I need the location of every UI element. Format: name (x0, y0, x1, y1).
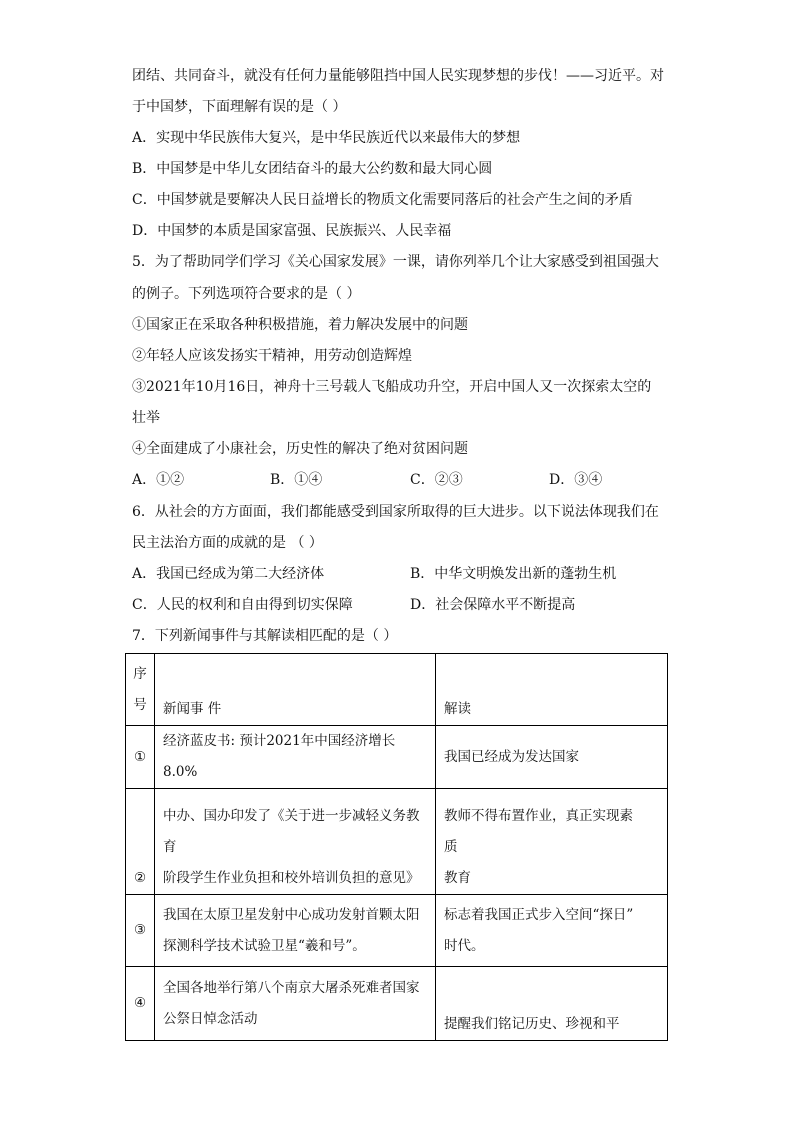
q5-choice-c: C．②③ (410, 472, 463, 488)
row4-reading-line1 (444, 978, 661, 1009)
row2-reading-line2: 质 (444, 839, 458, 855)
row3-reading-line2: 时代。 (444, 937, 485, 954)
q6-stem-line1: 6．从社会的方方面面，我们都能感受到国家所取得的巨大进步。以下说法体现我们在 (132, 504, 659, 520)
row3-event-line1: 我国在太原卫星发射中心成功发射首颗太阳 (163, 906, 420, 923)
q6-option-b: B．中华文明焕发出新的蓬勃生机 (410, 566, 617, 582)
row2-reading (436, 789, 668, 895)
row3-reading (436, 895, 668, 967)
row4-reading (436, 967, 668, 1041)
table-row (126, 789, 668, 895)
q5-item-2: ②年轻人应该发扬实干精神，用劳动创造辉煌 (132, 348, 412, 364)
q6-option-c: C．人民的权利和自由得到切实保障 (132, 597, 353, 613)
header-num-line2: 号 (133, 696, 147, 713)
q5-item-3-cont: 壮举 (132, 410, 160, 426)
row1-event-line1: 经济蓝皮书: 预计2021年中国经济增长8.0% (163, 733, 396, 780)
q6-stem-line2: 民主法治方面的成就的是 （ ） (132, 535, 323, 551)
q5-item-1: ①国家正在采取各种积极措施，着力解决发展中的问题 (132, 317, 468, 333)
row2-num: ② (126, 789, 155, 895)
q5-stem-line2: 的例子。下列选项符合要求的是（ ） (132, 286, 361, 302)
q4-option-d: D．中国梦的本质是国家富强、民族振兴、人民幸福 (132, 223, 452, 239)
row2-event-line3: 阶段学生作业负担和校外培训负担的意见》 (163, 870, 420, 886)
row4-event-line1: 全国各地举行第八个南京大屠杀死难者国家 (163, 979, 420, 996)
row2-event-line2: 育 (163, 839, 177, 855)
table-row (126, 895, 668, 967)
q5-choice-b: B．①④ (270, 472, 323, 488)
q6-option-d: D．社会保障水平不断提高 (410, 597, 576, 613)
header-reading: 解读 (444, 701, 471, 717)
row1-reading (436, 726, 668, 789)
q4-option-c: C．中国梦就是要解决人民日益增长的物质文化需要同落后的社会产生之间的矛盾 (132, 192, 633, 208)
row3-reading-line1: 标志着我国正式步入空间“探日” (444, 906, 634, 923)
header-reading-cell (436, 654, 668, 726)
row4-event-line2: 公祭日悼念活动 (163, 1010, 258, 1027)
news-table (125, 653, 668, 1041)
row3-num: ③ (126, 895, 155, 967)
q5-stem-line1: 5．为了帮助同学们学习《关心国家发展》一课，请你列举几个让大家感受到祖国强大 (132, 254, 659, 270)
table-header-row (126, 654, 668, 726)
q5-choice-d: D．③④ (549, 472, 603, 488)
row4-event (155, 967, 436, 1041)
q7-stem: 7．下列新闻事件与其解读相匹配的是（ ） (132, 628, 398, 644)
row3-event (155, 895, 436, 967)
row2-event-line1: 中办、国办印发了《关于进一步减轻义务教 (163, 808, 420, 824)
header-event-cell (155, 654, 436, 726)
table-row (126, 726, 668, 789)
header-num-cell (126, 654, 155, 726)
q4-option-b: B．中国梦是中华儿女团结奋斗的最大公约数和最大同心圆 (132, 161, 493, 177)
row2-reading-line1: 教师不得布置作业，真正实现素 (444, 808, 633, 824)
q5-item-3: ③2021年10月16日，神舟十三号载人飞船成功升空，开启中国人又一次探索太空的 (132, 379, 652, 395)
table-row (126, 967, 668, 1041)
q4-stem-line2: 于中国梦，下面理解有误的是（ ） (132, 99, 347, 115)
q5-item-4: ④全面建成了小康社会，历史性的解决了绝对贫困问题 (132, 441, 468, 457)
row1-reading-line1: 我国已经成为发达国家 (444, 748, 579, 765)
row3-event-line2: 探测科学技术试验卫星“羲和号”。 (163, 937, 366, 954)
row2-reading-line3: 教育 (444, 870, 471, 886)
q4-option-a: A．实现中华民族伟大复兴，是中华民族近代以来最伟大的梦想 (132, 130, 521, 146)
row4-num: ④ (126, 967, 155, 1041)
q6-option-a: A．我国已经成为第二大经济体 (132, 566, 325, 582)
row1-event (155, 726, 436, 789)
row1-num: ① (126, 726, 155, 789)
row4-reading-line2: 提醒我们铭记历史、珍视和平 (444, 1016, 620, 1032)
header-num-line1: 序 (133, 665, 147, 682)
row2-event (155, 789, 436, 895)
q5-choice-a: A．①② (132, 472, 185, 488)
q4-stem-line1: 团结、共同奋斗，就没有任何力量能够阻挡中国人民实现梦想的步伐！——习近平。对 (132, 68, 664, 84)
header-event: 新闻事 件 (163, 701, 222, 717)
